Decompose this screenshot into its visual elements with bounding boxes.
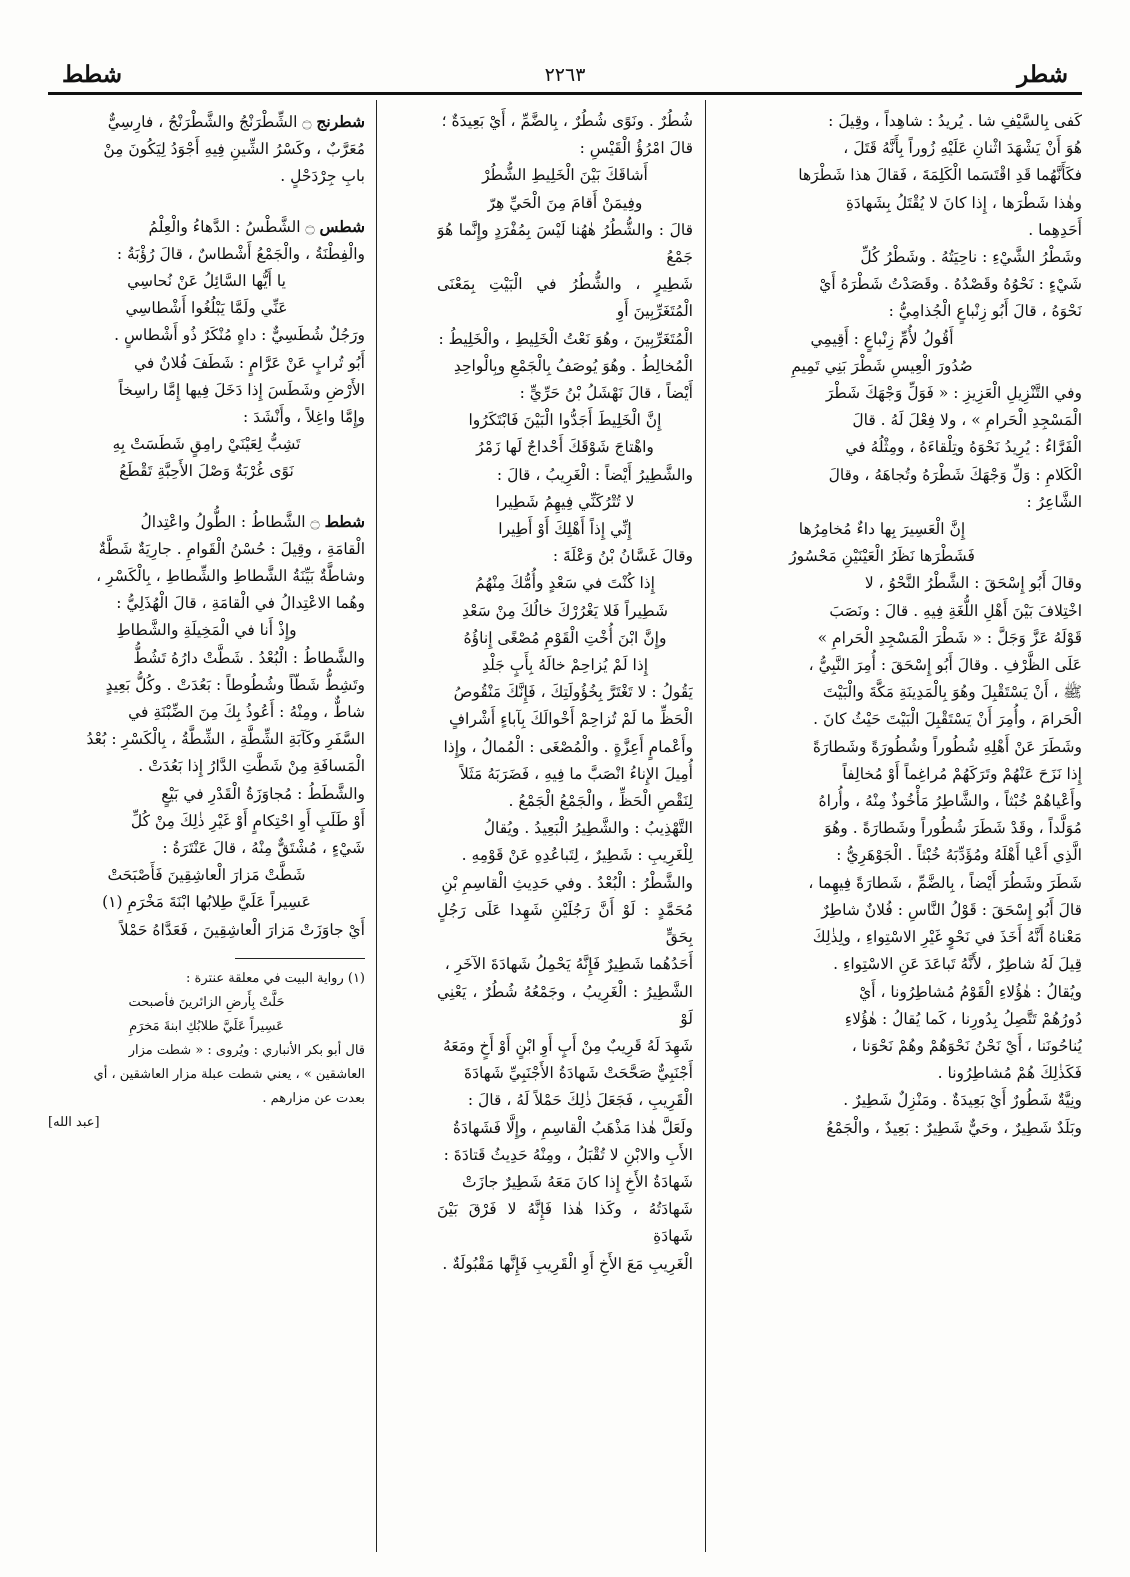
text-line: السَّفَرِ وكَآبَةِ الشِّطَّةِ ، الشِّطَّةُ ، بِالْكَسْرِ : بُعْدُ (86, 730, 365, 749)
text-line: الأَرْضِ وشَطَسَ إِذا دَخَلَ فِيها إِمَّا راسِخاً (118, 380, 365, 399)
text-line: وشَطْرُ الشَّيْءِ : ناحِيَتُهُ . وشَطْرُ كُلِّ (860, 248, 1082, 267)
text-line: الشِّطْرَنْجُ والشَّطْرَنْجُ ، فارِسِيٌّ (107, 113, 298, 131)
text-line: وشاطَّةٌ بَيِّنَةُ الشَّطاطِ والشِّطاطِ ، بِالْكَسْرِ ، (96, 567, 365, 586)
text-line: ويُقالُ : هٰؤُلاءِ الْقَوْمُ مُشاطِرُونا ، أَيْ (859, 982, 1082, 1001)
headword: شطس (319, 216, 365, 236)
footnote-verse: عَسِيراً عَلَيَّ طلابُكِ ابنةَ مَخرَمِ (129, 1018, 284, 1034)
text-line: وبَلَدٌ شَطِيرٌ ، وحَيٌّ شَطِيرٌ : بَعِيدٌ ، والْجَمْعُ (826, 1118, 1082, 1137)
verse-line: لا تُتْرُكَنِّي فِيهِمُ شَطِيرا (495, 492, 635, 511)
text-line: شَهِدَ لَهُ قَرِيبٌ مِنْ أَبٍ أَوِ ابْنٍ أَوْ أَخٍ ومَعَهُ (442, 1036, 693, 1055)
text-line: فَكَذٰلِكَ هُمْ مُشاطِرُونا . (937, 1064, 1082, 1083)
text-line: الَّذِي أَعْيا أَهْلَهُ ومُؤَدِّبَهُ خُبْثاً . الْجَوْهَرِيُّ : (836, 846, 1082, 865)
verse-line: فَشَطْرَها نَظَرُ الْعَيْنَيْنِ مَحْسُورُ (789, 547, 975, 566)
verse-line: يا أَيُّها السَّائِلُ عَنْ نُحاسِي (127, 272, 286, 291)
text-line: الْحَظِّ ما لَمْ تُزاحِمْ أَخْوالَكَ بِآباءٍ أَشْرافٍ (448, 710, 693, 729)
text-line: يُناحُونَنا ، أَيْ نَحْنُ نَحْوَهُمْ وهُمْ نَحْوَنا ، (851, 1036, 1082, 1055)
text-line: الشَّاعِرُ : (1026, 492, 1082, 511)
text-line: الْكَلامِ : وَلِّ وَجْهَكَ شَطْرَهُ وتُجاهَهُ ، وقالَ (828, 465, 1082, 484)
verse-line: إِذا لَمْ يُزاحِمْ خالَهُ بِأَبٍ جَلْدِ (481, 656, 649, 675)
text-line: وهُما الاعْتِدالُ في الْقامَةِ ، قالَ الْهُذَلِيُّ : (116, 594, 365, 613)
text-line: هُوَ أَنْ يَشْهَدَ اثْنانِ عَلَيْهِ زُوراً بِأَنَّهُ قَتَلَ ، (843, 139, 1082, 158)
text-line: الْمُخالِطُ . وهُوَ يُوصَفُ بِالْجَمْعِ وبِالْواحِدِ (453, 356, 693, 375)
footnote-line: بعدت عن مزارهم . (262, 1090, 365, 1106)
text-line: قَوْلَهُ عَزَّ وَجَلَّ : « شَطْرَ الْمَسْجِدِ الْحَرامِ » (817, 628, 1082, 647)
verse-line: عَنِّي ولَمَّا يَبْلُغُوا أَشْطاسِي (125, 299, 288, 318)
footnote (48, 967, 365, 1135)
text-line: قالَ امْرُؤُ الْقَيْسِ : (579, 139, 693, 158)
text-line: قالَ أَبُو إِسْحَقَ : قَوْلُ النَّاسِ : فُلانٌ شاطِرٌ (821, 900, 1082, 919)
headword: شطط (324, 511, 365, 531)
text-line: التَّهْذِيبُ : والشَّطِيرُ الْبَعِيدُ . ويُقالُ (483, 819, 693, 838)
text-line: أَحَدِهِما . (1028, 220, 1082, 239)
text-line: إِذا نَزَحَ عَنْهُمْ وتَرَكَهُمْ مُراغِماً أَوْ مُخالِفاً (842, 764, 1082, 783)
text-line: شَطَرَ وشَطُرَ أَيْضاً ، بِالضَّمِّ ، شَطارَةً فِيهِما ، (808, 873, 1082, 892)
text-line: أَجْنَبِيٌّ صَحَّحَتْ شَهادَةُ الأَجْنَبِيِّ شَهادَةَ (463, 1064, 693, 1083)
verse-line: إِذا كُنْتَ في سَعْدٍ وأُمُّكَ مِنْهُمُ (475, 574, 655, 593)
text-line: الشَّطْسُ : الدَّهاءُ والْعِلْمُ (148, 217, 301, 236)
text-line: عَلَى الظَّرْفِ . وقالَ أَبُو إِسْحَقَ : أُمِرَ النَّبِيُّ ، (808, 656, 1082, 675)
text-line: دُورُهُمْ تَتَّصِلُ بِدُورِنا ، كَما يُقالُ : هٰؤُلاءِ (844, 1009, 1082, 1028)
editor-signature: [عبد الله] (48, 1114, 100, 1130)
text-line: والشَّطْرُ : الْبُعْدُ . وفي حَدِيثِ الْقاسِمِ بْنِ (441, 873, 693, 892)
text-line: وشَطَرَ عَنْ أَهْلِهِ شُطُوراً وشُطُورَةً وشَطارَةً (812, 737, 1082, 756)
text-line: الْمَسْجِدِ الْحَرامِ » ، ولا فِعْلَ لَهُ . قالَ (852, 411, 1082, 430)
text-line: لِنَقْصِ الْحَظِّ ، والْجَمْعُ الْجَمْعُ . (508, 792, 693, 811)
text-line: والْفِطْنَةُ ، والْجَمْعُ أَشْطاسٌ ، قالَ رُؤْبَةُ : (116, 244, 365, 263)
text-line: ولَعَلَّ هٰذا مَذْهَبُ الْقاسِمِ ، وإِلَّا فَشَهادَةُ (452, 1118, 693, 1137)
text-line: مُحَمَّدٍ : لَوْ أَنَّ رَجُلَيْنِ شَهِدا عَلَى رَجُلٍ بِحَقٍّ (437, 900, 693, 947)
entry-shats: شطس ۝ الشَّطْسُ : الدَّهاءُ والْعِلْمُ (148, 216, 365, 236)
entry-gap (48, 191, 365, 213)
text-line: ونِيَّةٌ شَطُورٌ أَيْ بَعِيدَةٌ . ومَنْزِلٌ شَطِيرٌ . (843, 1091, 1082, 1110)
text-line: وأَعْمامٍ أَعِزَّةٍ . والْمُصْغَى : الْمُمالُ ، وإِذا (443, 737, 693, 756)
text-line: لِلْغَرِيبِ : شَطِيرٌ ، لِتَباعُدِهِ عَنْ قَوْمِهِ . (461, 846, 693, 865)
verse-line: شَطَّتْ مَزارَ الْعاشِقِينَ فَأَصْبَحَتْ (107, 866, 306, 885)
text-line: أَحَدُهُما شَطِيرٌ فَإِنَّهُ يَحْمِلُ شَهادَةَ الآخَرِ ، (444, 955, 693, 974)
verse-line: واهْتاجَ شَوْقَكَ أَحْداجٌ لَها زَمْرُ (476, 438, 654, 457)
footnote-rule (235, 958, 365, 959)
verse-line: وإِنَّ ابْنَ أُخْتِ الْقَوْمِ مُصْغًى إِناؤُهُ (463, 628, 667, 647)
text-line: بابِ جِرْدَحْلٍ . (280, 167, 365, 186)
header-left-word: شطط (62, 61, 122, 88)
text-line: الْمَسافَةِ مِنْ شَطَّتِ الدَّارُ إِذا بَعُدَتْ . (138, 757, 365, 776)
verse-line: إِنَّ الْخَلِيطَ أَجَدُّوا الْبَيْنَ فَابْتَكَرُوا (468, 411, 662, 430)
text-line: كَفى بِالسَّيْفِ شا . يُريدُ : شاهِداً ، وقِيلَ : (828, 112, 1082, 130)
verse-line: عَسِيراً عَلَيَّ طِلابُها ابْنَةَ مَخْرَمِ (١) (102, 893, 311, 912)
footnote-verse: حَلَّتْ بِأَرضِ الزائرينَ فأصبحت (128, 994, 285, 1010)
text-line: وقالَ غَسَّانُ بْنُ وَعْلَةَ : (552, 547, 693, 566)
entry-gap (48, 486, 365, 508)
text-line: شَيْءٍ ، مُشْتَقٌّ مِنْهُ ، قالَ عَنْتَرَةُ : (162, 839, 365, 858)
text-line: شَهادَتُهُ ، وكَذا هٰذا فَإِنَّهُ لا فَرْقَ بَيْنَ شَهادَةِ (437, 1200, 693, 1246)
header-rule (48, 92, 1082, 95)
verse-line: أَشاقَكَ بَيْنَ الْخَلِيطِ الشُّطُرْ (482, 166, 648, 185)
text-line: الْمُتَغَرِّبِينَ ، وهُوَ نَعْتُ الْخَلِيطِ ، والْخَلِيطُ : (438, 329, 693, 348)
text-line: قِيلَ لَهُ شاطِرٌ ، لأَنَّهُ تَباعَدَ عَنِ الاسْتِواءِ . (833, 955, 1082, 974)
verse-line: وفِيمَنْ أَقامَ مِنَ الْحَيِّ هِرّ (487, 193, 643, 212)
text-line: أَوْ طَلَبٍ أَوِ احْتِكامٍ أَوْ غَيْرِ ذٰلِكَ مِنْ كُلِّ (130, 811, 365, 830)
text-line: وقالَ أَبُو إِسْحَقَ : الشَّطْرُ النَّحْوُ ، لا (864, 574, 1082, 593)
column-divider-left (376, 100, 377, 1552)
text-line: الْغَرِيبِ مَعَ الأَخِ أَوِ الْقَرِيبِ فَإِنَّها مَقْبُولَةٌ . (442, 1254, 693, 1273)
text-line: الشَّطِيرُ : الْغَرِيبُ ، وجَمْعُهُ شُطُرٌ ، يَعْنِي لَوْ (437, 982, 693, 1028)
footnote-line: (١) رواية البيت في معلقة عنترة : (186, 970, 365, 986)
verse-line: شَطِيراً فَلا يَغْرُرْكَ خالُكَ مِنْ سَعْدِ (462, 601, 668, 620)
text-line: ورَجُلٌ شُطَسِيٌّ : داهٍ مُنْكَرٌ ذُو أَشْطاسٍ . (114, 326, 365, 345)
text-line: وفي التَّنْزِيلِ الْعَزِيزِ : « فَوَلِّ وَجْهَكَ شَطْرَ (825, 384, 1082, 403)
text-line: الشَّطاطُ : الطُّولُ واعْتِدالُ (140, 512, 306, 531)
text-line: الْقامَةِ ، وقِيلَ : حُسْنُ الْقَوامِ . جارِيَةٌ شَطَّةٌ (98, 539, 365, 558)
text-line: والشَّطاطُ : الْبُعْدُ . شَطَّتْ دارُهُ تَشُطُّ (133, 648, 365, 667)
headword: شطرنج (316, 112, 365, 131)
text-line: وأَعْياهُمْ خُبْثاً ، والشَّاطِرُ مَأْخُوذٌ مِنْهُ ، وأُراهُ (818, 792, 1082, 811)
verse-line: وإِذْ أَنا في الْمَخِيلَةِ والشَّطاطِ (116, 621, 297, 640)
text-line: مُعَرَّبٌ ، وكَسْرُ الشِّينِ فِيهِ أَجْوَدُ لِيَكُونَ مِنْ (103, 140, 365, 159)
text-line: مُوَلَّداً ، وقَدْ شَطَرَ شُطُوراً وشَطارَةً . وهُوَ (824, 819, 1082, 838)
verse-line: أَقُولُ لأُمِّ زِنْباعٍ : أَقِيمِي (810, 329, 954, 348)
text-line: أَيْضاً ، قالَ نَهْشَلُ بْنُ حَرِّيٍّ : (519, 384, 693, 403)
text-line: اخْتِلافَ بَيْنَ أَهْلِ اللُّغَةِ فِيهِ . قالَ : ونَصَبَ (829, 601, 1082, 620)
verse-line: تَشِبُّ لِعَيْنَيْ رامِقٍ شَطَسَتْ بِهِ (112, 435, 301, 454)
text-line: الْقَرِيبِ ، فَجَعَلَ ذٰلِكَ حَمْلاً لَهُ ، قالَ : (467, 1091, 693, 1110)
text-line: شُطُرٌ . ونَوًى شُطُرٌ ، بِالضَّمِّ ، أَيْ بَعِيدَةٌ ؛ (441, 112, 693, 130)
footnote-line: العاشقين » ، يعني شطت عبلة مزار العاشقين ، أي (93, 1066, 365, 1082)
text-line: مَعْناهُ أَنَّهُ أَخَذَ في نَحْوٍ غَيْرِ الاسْتِواءِ ، ولِذٰلِكَ (812, 928, 1082, 947)
header-right-word: شطر (1017, 61, 1068, 88)
entry-shatranj: شطرنج ۝ الشِّطْرَنْجُ والشَّطْرَنْجُ ، فارِسِيٌّ (107, 112, 365, 131)
text-line: ﷺ ، أَنْ يَسْتَقْبِلَ وهُوَ بِالْمَدِينَةِ مَكَّةَ والْبَيْتَ (822, 683, 1082, 702)
text-line: أُمِيلَ الإِناءُ انْصَبَّ ما فِيهِ ، فَضَرَبَهُ مَثَلاً (460, 764, 693, 783)
verse-line: إِنِّي إِذاً أَهْلِكَ أَوْ أَطِيرا (498, 520, 632, 539)
column-right (682, 108, 1082, 1555)
text-line: شاطٌّ ، ومِنْهُ : أَعُوذُ بِكَ مِنَ الضِّبْنَةِ في (128, 703, 365, 722)
verse-line: نَوًى غُرْبَةٌ وَصْلَ الأَحِبَّةِ تَقْطَعُ (119, 462, 294, 481)
text-line: والشَّطَطُ : مُجاوَزَةُ الْقَدْرِ في بَيْعٍ (161, 784, 365, 803)
text-line: وهٰذا شَطْرَها ، إِذا كانَ لا يُقْتَلُ بِشَهادَةِ (845, 193, 1082, 212)
text-line: وإِمَّا واغِلاً ، وأَنْشَدَ : (243, 408, 365, 427)
verse-line: إِنَّ الْعَسِيرَ بِها داءٌ مُخامِرُها (798, 520, 966, 539)
text-line: أَيْ جاوَزَتْ مَزارَ الْعاشِقِينَ ، فَعَدَّاهُ حَمْلاً (119, 920, 365, 939)
text-line: أَبُو تُرابٍ عَنْ عَرَّامٍ : شَطَفَ فُلانٌ في (134, 353, 365, 372)
text-line: الْحَرامَ ، وأُمِرَ أَنْ يَسْتَقْبِلَ الْبَيْتَ حَيْثُ كانَ . (813, 710, 1082, 729)
text-line: يَقُولُ : لا تَغْتَرَّ بِخُؤُولَتِكَ ، فَإِنَّكَ مَنْقُوصُ (453, 683, 693, 702)
text-line: شَيْءٍ : نَحْوُهُ وقَصْدُهُ . وقَصَدْتُ شَطْرَهُ أَيْ (819, 275, 1082, 294)
page-number: ٢٢٦٣ (544, 64, 586, 86)
text-line: الْفَرَّاءُ : يُرِيدُ نَحْوَهُ وتِلْقاءَهُ ، ومِثْلُهُ في (845, 438, 1082, 457)
text-line: نَحْوَهُ ، قالَ أَبُو زِنْباعٍ الْجُذامِيُّ : (888, 302, 1082, 321)
column-left (48, 108, 365, 1555)
text-line: الأَبِ والابْنِ لا تُقْبَلُ ، ومِنْهُ حَدِيثُ قَتادَةَ : (443, 1145, 693, 1164)
text-line: فكَأَنَّهُما قَدِ اقْتَسَما الْكَلِمَةَ ، فَقالَ هذا شَطْرَها (798, 166, 1082, 185)
verse-line: صُدُورَ الْعِيسِ شَطْرَ بَنِي تَمِيمِ (791, 356, 973, 375)
column-middle (437, 108, 693, 1555)
text-line: شَطِيرٍ ، والشُّطُرُ في الْبَيْتِ بِمَعْنَى الْمُتَغَرِّبِينَ أَوِ (437, 275, 693, 321)
text-line: قالَ : والشُّطُرُ هٰهُنا لَيْسَ بِمُفْرَدٍ وإِنَّما هُوَ جَمْعُ (437, 220, 693, 267)
text-line: شَهادَةُ الأَخِ إِذا كانَ مَعَهُ شَطِيرٌ جازَتْ (462, 1172, 693, 1191)
footnote-line: قال أبو بكر الأنباري : ويُروى : « شطت مزار (128, 1042, 365, 1058)
text-line: والشَّطِيرُ أَيْضاً : الْغَرِيبُ ، قالَ : (496, 465, 693, 484)
text-line: وتَشِطُّ شَطّاً وشُطُوطاً : بَعُدَتْ . وكُلُّ بَعِيدٍ (105, 675, 365, 694)
entry-shatt: شطط ۝ الشَّطاطُ : الطُّولُ واعْتِدالُ (140, 511, 365, 531)
